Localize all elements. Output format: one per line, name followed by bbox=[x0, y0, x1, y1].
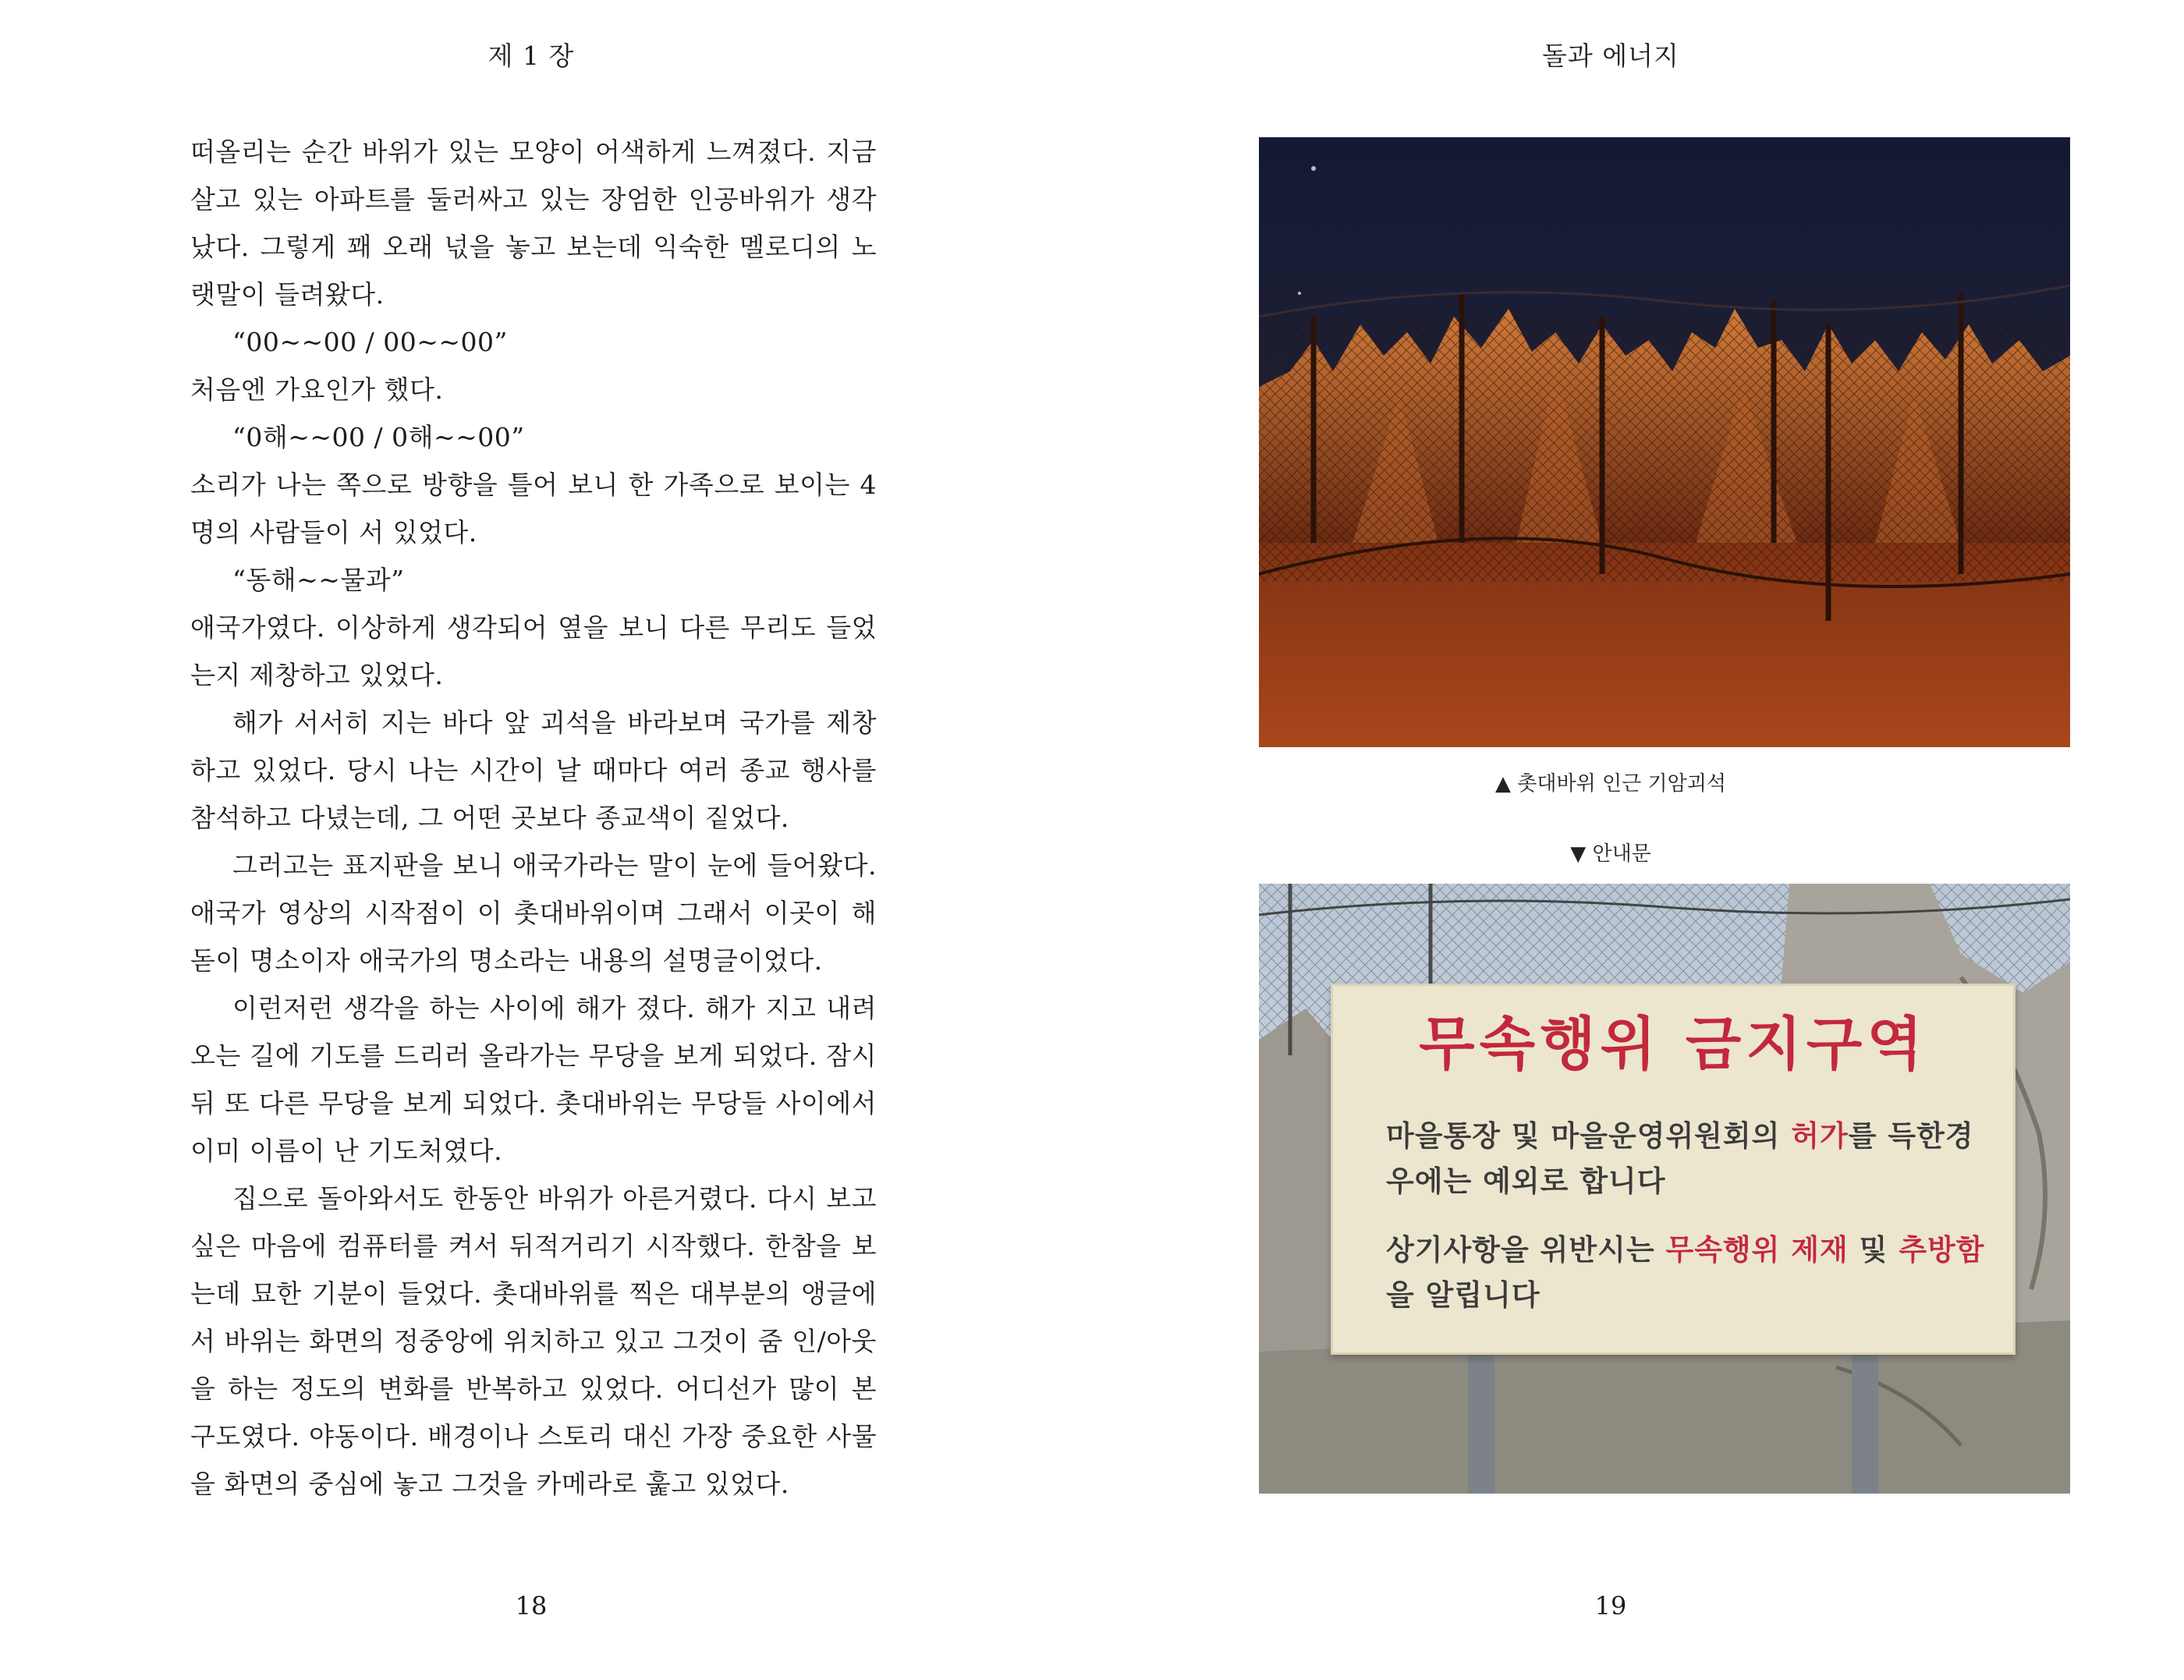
paragraph-11: 집으로 돌아와서도 한동안 바위가 아른거렸다. 다시 보고 싶은 마음에 컴퓨터를 켜서 뒤적거리기 시작했다. 한참을 보는데 묘한 기분이 들었다. 촛대바위를 찍은 대부분의 앵글에서 바위는 화면의 정중앙에 위치하고 있고 그것이 줌 인/아웃을 하는 정도의 변화를 반복하고 있었다. 어디선가 많이 본 구도였다. 야동이다. 배경이나 스토리 대신 가장 중요한 사물을 화면의 중심에 놓고 그것을 카메라로 훑고 있었다. bbox=[190, 1183, 877, 1499]
sign-line-permission bbox=[1386, 1114, 1994, 1204]
night-rocks-illustration bbox=[1259, 137, 2070, 747]
paragraph-3: 처음엔 가요인가 했다. bbox=[190, 374, 444, 405]
page-number-right: 19 bbox=[1594, 1591, 1627, 1621]
sign-text: 을 알립니다 bbox=[1386, 1278, 1540, 1312]
paragraph-1: 떠올리는 순간 바위가 있는 모양이 어색하게 느껴졌다. 지금 살고 있는 아파트를 둘러싸고 있는 장엄한 인공바위가 생각났다. 그렇게 꽤 오래 넋을 놓고 보는데 익숙한 멜로디의 노랫말이 들려왔다. bbox=[190, 136, 877, 310]
sign-text-highlight: 허가 bbox=[1791, 1119, 1849, 1153]
paragraph-9: 그러고는 표지판을 보니 애국가라는 말이 눈에 들어왔다. 애국가 영상의 시작점이 이 촛대바위이며 그래서 이곳이 해돋이 명소이자 애국가의 명소라는 내용의 설명글이었다. bbox=[190, 850, 878, 976]
paragraph-5: 소리가 나는 쪽으로 방향을 틀어 보니 한 가족으로 보이는 4명의 사람들이 서 있었다. bbox=[190, 470, 877, 548]
paragraph-6: “동해~~물과” bbox=[232, 565, 405, 595]
photo-caption-bottom: ▼ 안내문 bbox=[1570, 842, 1651, 866]
photo-caption-top: ▲ 촛대바위 인근 기암괴석 bbox=[1495, 772, 1726, 796]
paragraph-10: 이런저런 생각을 하는 사이에 해가 졌다. 해가 지고 내려오는 길에 기도를 드리러 올라가는 무당을 보게 되었다. 잠시 뒤 또 다른 무당을 보게 되었다. 촛대바위는 무당들 사이에서 이미 이름이 난 기도처였다. bbox=[190, 993, 877, 1166]
sign-text: 상기사항을 위반시는 bbox=[1386, 1233, 1666, 1267]
paragraph-8: 해가 서서히 지는 바다 앞 괴석을 바라보며 국가를 제창하고 있었다. 당시 나는 시간이 날 때마다 여러 종교 행사를 참석하고 다녔는데, 그 어떤 곳보다 종교색이 짙었다. bbox=[190, 707, 877, 833]
sign-text: 마을통장 및 마을운영위원회의 bbox=[1386, 1119, 1792, 1153]
running-head-right: 돌과 에너지 bbox=[1542, 41, 1679, 71]
sign-text-highlight: 무속행위 제재 bbox=[1665, 1233, 1849, 1267]
running-head-left: 제 1 장 bbox=[488, 41, 575, 71]
warning-sign bbox=[1331, 984, 2016, 1355]
paragraph-4: “0해~~00 / 0해~~00” bbox=[232, 422, 525, 452]
warning-sign-photo bbox=[1259, 884, 2070, 1494]
body-text bbox=[190, 128, 877, 1508]
night-rocks-photo bbox=[1259, 137, 2070, 747]
sign-text: 를 득한경우에는 예외로 합니다 bbox=[1386, 1119, 1974, 1198]
paragraph-7: 애국가였다. 이상하게 생각되어 옆을 보니 다른 무리도 들었는지 제창하고 있었다. bbox=[190, 612, 877, 690]
sign-text-highlight: 추방함 bbox=[1899, 1233, 1985, 1267]
paragraph-2: “00~~00 / 00~~00” bbox=[232, 327, 508, 357]
page-number-left: 18 bbox=[515, 1591, 548, 1621]
sign-text: 및 bbox=[1848, 1233, 1899, 1267]
sign-title: 무속행위 금지구역 bbox=[1419, 1011, 1927, 1078]
right-page bbox=[1092, 0, 2184, 1680]
sign-line-penalty bbox=[1386, 1228, 1994, 1318]
